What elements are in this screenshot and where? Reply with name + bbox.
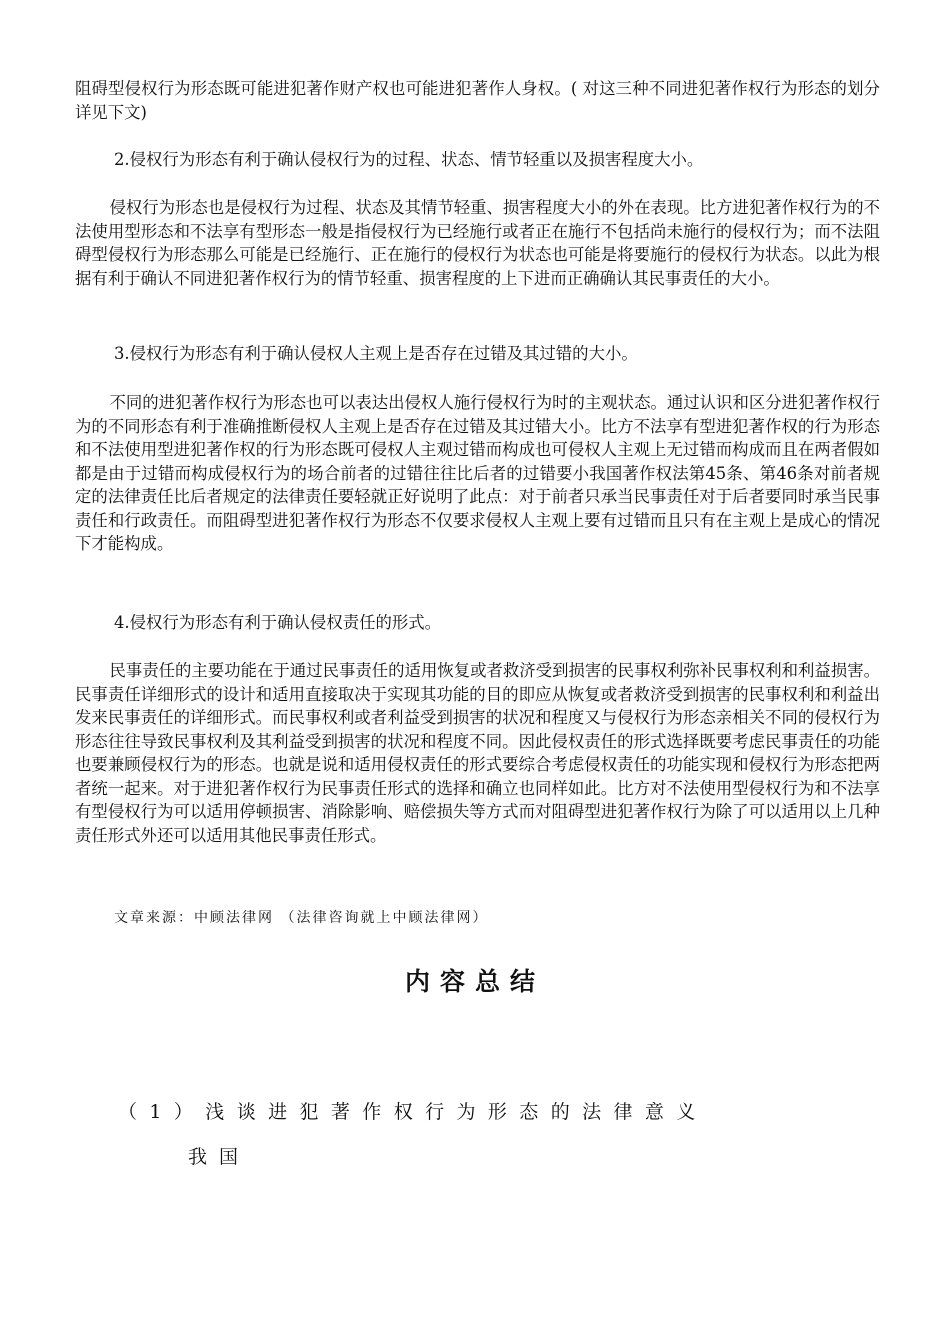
point-2-heading: 2.侵权行为形态有利于确认侵权行为的过程、状态、情节轻重以及损害程度大小。 (114, 150, 704, 169)
paragraph-point-4: 民事责任的主要功能在于通过民事责任的适用恢复或者救济受到损害的民事权利弥补民事权利和利益损害。民事责任详细形式的设计和适用直接取决于实现其功能的目的即应从恢复或者救济受到损害的民事权利和利益出发来民事责任的详细形式。而民事权利或者利益受到损害的状况和程度又与侵权行为形态亲相关不同的侵权行为形态往往导致民事权利及其利益受到损害的状况和程度不同。因此侵权责任的形式选择既要考虑民事责任的功能也要兼顾侵权行为的形态。也就是说和适用侵权责任的形式要综合考虑侵权责任的功能实现和侵权行为形态把两者统一起来。对于进犯著作权行为民事责任形式的选择和确立也同样如此。比方对不法使用型侵权行为和不法享有型侵权行为可以适用停顿损害、消除影响、赔偿损失等方式而对阻碍型进犯著作权行为除了可以适用以上几种责任形式外还可以适用其他民事责任形式。 (75, 661, 880, 845)
point-3-heading: 3.侵权行为形态有利于确认侵权人主观上是否存在过错及其过错的大小。 (114, 344, 638, 363)
paragraph-intro: 阻碍型侵权行为形态既可能进犯著作财产权也可能进犯著作人身权。( 对这三种不同进犯著作权行为形态的划分详见下文) (75, 79, 880, 122)
point-4-heading: 4.侵权行为形态有利于确认侵权责任的形式。 (114, 613, 442, 632)
paragraph-point-3: 不同的进犯著作权行为形态也可以表达出侵权人施行侵权行为时的主观状态。通过认识和区分进犯著作权行为的不同形态有利于准确推断侵权人主观上是否存在过错及其过错大小。比方不法享有型进犯著作权的行为形态和不法使用型进犯著作权的行为形态既可侵权人主观过错而构成也可侵权人主观上无过错而构成而且在两者假如都是由于过错而构成侵权行为的场合前者的过错往往比后者的过错要小我国著作权法第45条、第46条对前者规定的法律责任比后者规定的法律责任要轻就正好说明了此点：对于前者只承当民事责任对于后者要同时承当民事责任和行政责任。而阻碍型进犯著作权行为形态不仅要求侵权人主观上要有过错而且只有在主观上是成心的情况下才能构成。 (75, 393, 880, 553)
summary-item-1-text: 我国 (188, 1146, 251, 1168)
summary-item-1: （1）浅谈进犯著作权行为形态的法律意义 (118, 1101, 708, 1123)
paragraph-point-2: 侵权行为形态也是侵权行为过程、状态及其情节轻重、损害程度大小的外在表现。比方进犯著作权行为的不法使用型形态和不法享有型形态一般是指侵权行为已经施行或者正在施行不包括尚未施行的侵权行为；而不法阻碍型侵权行为形态那么可能是已经施行、正在施行的侵权行为状态也可能是将要施行的侵权行为状态。以此为根据有利于确认不同进犯著作权行为的情节轻重、损害程度的上下进而正确确认其民事责任的大小。 (75, 198, 880, 288)
article-source: 文章来源：中顾法律网 （法律咨询就上中顾法律网） (114, 910, 489, 926)
summary-title: 内容总结 (404, 967, 545, 996)
